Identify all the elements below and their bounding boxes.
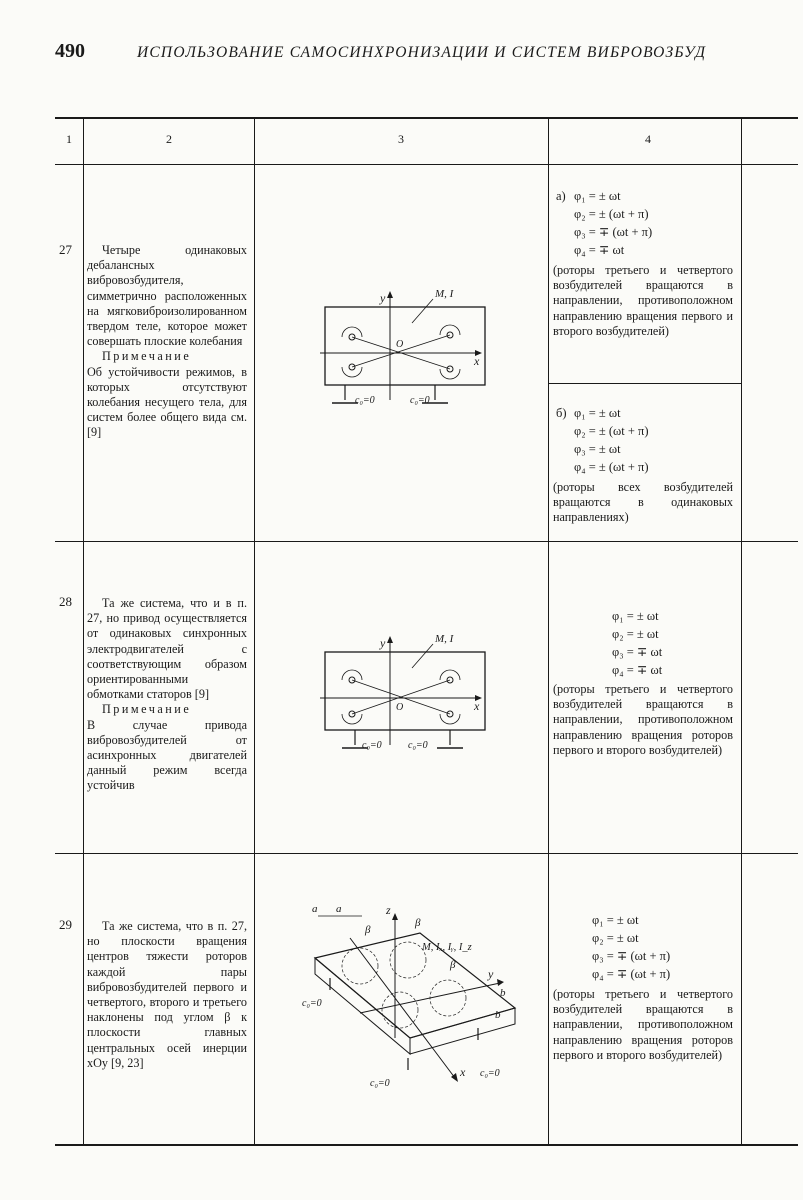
phi-arc-2 xyxy=(342,714,362,724)
stiffness-right-label: c₀=0 xyxy=(480,1068,500,1079)
column-rule-4 xyxy=(741,117,742,1145)
phi-arc-2 xyxy=(342,367,362,377)
beta-label-1: β xyxy=(365,924,371,936)
mass-inertia-label: M, I xyxy=(435,288,454,300)
a-label-1: a xyxy=(312,903,318,915)
row-27-a-formula-2: φ₂ = ± (ωt + π) xyxy=(574,207,649,221)
rigid-body xyxy=(325,652,485,730)
row-29-description xyxy=(87,919,247,1071)
row-28-formula-3: φ₃ = ∓ ωt xyxy=(612,645,663,659)
y-label: y xyxy=(380,291,386,305)
x-axis xyxy=(350,938,455,1078)
row-28-note: (роторы третьего и четвертого возбудителей вращаются в направлении, противоположном направлению вращения роторов первого и второго возбудителей) xyxy=(553,682,733,757)
z-label: z xyxy=(386,903,391,917)
row-29-formula-4: φ₄ = ∓ (ωt + π) xyxy=(592,967,671,981)
row-28-note-title: Примечание xyxy=(102,702,192,717)
rotor-circle-3 xyxy=(382,992,418,1028)
column-header-4: 4 xyxy=(645,132,651,146)
beta-label-2: β xyxy=(415,917,421,929)
row-27-a-formula-3: φ₃ = ∓ (ωt + π) xyxy=(574,225,653,239)
mi-leader xyxy=(412,299,433,323)
a-label-2: a xyxy=(336,903,342,915)
beta-label-3: β xyxy=(450,959,456,971)
row-28-description xyxy=(87,596,247,794)
plate-top xyxy=(315,933,515,1038)
origin-label: O xyxy=(396,339,404,350)
y-axis-arrow xyxy=(387,291,393,298)
row-number-27: 27 xyxy=(59,242,72,257)
row-number-29: 29 xyxy=(59,917,72,932)
row-29-note: (роторы третьего и четвертого возбудителей вращаются в направлении, противоположном направлению вращения роторов первого и второго возбудителей) xyxy=(553,987,733,1062)
plate-front xyxy=(315,958,410,1054)
row-29-formula-2: φ₂ = ± ωt xyxy=(592,931,639,945)
row-27-b-formula-2: φ₂ = ± (ωt + π) xyxy=(574,424,649,438)
table-top-rule xyxy=(55,117,798,119)
row-28-formula-1: φ₁ = ± ωt xyxy=(612,609,659,623)
stiffness-bottom-label: c₀=0 xyxy=(370,1078,390,1088)
row-28-formula-4: φ₄ = ∓ ωt xyxy=(612,663,663,677)
phi-arc-3 xyxy=(440,325,460,335)
row-29-description-text: Та же система, что в п. 27, но плоскости вращения центров тяжести роторов каждой пары вибровозбудителей первого и четвертого, второго и третьего наклонены под углом β к плоскости главных центральных осей инерции xOy [9, 23] xyxy=(87,919,247,1070)
row-27-b-note: (роторы всех возбудителей вращаются в одинаковых направлениях) xyxy=(553,480,733,525)
column-header-3: 3 xyxy=(398,132,404,146)
header-bottom-rule xyxy=(55,164,798,165)
variant-divider xyxy=(548,383,741,384)
page-number: 490 xyxy=(55,40,85,62)
stiffness-left-label: c₀=0 xyxy=(302,998,322,1009)
row-29-formula-1: φ₁ = ± ωt xyxy=(592,913,639,927)
y-label: y xyxy=(380,636,386,650)
column-rule-3 xyxy=(548,117,549,1145)
row-27-b-formula-1: φ₁ = ± ωt xyxy=(574,406,621,420)
row-divider-27-28 xyxy=(55,541,798,542)
row-27-b-formula-3: φ₃ = ± ωt xyxy=(574,442,621,456)
column-header-2: 2 xyxy=(166,132,172,146)
row-divider-28-29 xyxy=(55,853,798,854)
phi-arc-1 xyxy=(342,327,362,337)
z-axis-arrow xyxy=(392,913,398,920)
x-label: x xyxy=(474,699,480,713)
rotor-circle-1 xyxy=(342,948,378,984)
mass-inertia-label: M, Iₓ, Iᵧ, I_z xyxy=(422,942,472,953)
row-27-note-text: Об устойчивости режимов, в которых отсутствуют колебания несущего тела, для систем более общего вида см. [9] xyxy=(87,364,247,440)
phi-arc-4 xyxy=(440,714,460,724)
row-28-formula-2: φ₂ = ± ωt xyxy=(612,627,659,641)
mi-leader xyxy=(412,644,433,668)
running-head: ИСПОЛЬЗОВАНИЕ САМОСИНХРОНИЗАЦИИ И СИСТЕМ ВИБРОВОЗБУД xyxy=(137,44,707,61)
row-27-note-title: Примечание xyxy=(102,349,192,364)
row-28-description-text: Та же система, что и в п. 27, но привод осуществляется от одинаковых синхронных электродвигателей с соответствующим образом ориентированными обмотками статоров [9] xyxy=(87,596,247,702)
y-label: y xyxy=(488,967,494,981)
stiffness-left-label: c₀=0 xyxy=(355,395,375,406)
row-27-a-formula-4: φ₄ = ∓ ωt xyxy=(574,243,625,257)
mass-inertia-label: M, I xyxy=(435,633,454,645)
stiffness-left-label: c₀=0 xyxy=(362,740,382,751)
row-number-28: 28 xyxy=(59,594,72,609)
origin-label: O xyxy=(396,702,404,713)
row-27-b-formula-4: φ₄ = ± (ωt + π) xyxy=(574,460,649,474)
column-rule-1 xyxy=(83,117,84,1145)
row-27-description xyxy=(87,243,247,441)
row-28-diagram xyxy=(300,630,510,780)
stiffness-right-label: c₀=0 xyxy=(408,740,428,751)
row-27-a-formula-1: φ₁ = ± ωt xyxy=(574,189,621,203)
x-label: x xyxy=(474,354,480,368)
table-bottom-rule xyxy=(55,1144,798,1146)
row-29-formula-3: φ₃ = ∓ (ωt + π) xyxy=(592,949,671,963)
row-27-variant-a-label: а) xyxy=(556,189,566,203)
phi-arc-3 xyxy=(440,670,460,680)
row-27-a-note: (роторы третьего и четвертого возбудителей вращаются в направлении, противоположном направлению вращения первого и второго возбудителей) xyxy=(553,263,733,338)
b-label-1: b xyxy=(500,987,506,999)
stiffness-right-label: c₀=0 xyxy=(410,395,430,406)
rigid-body xyxy=(325,307,485,385)
column-header-1: 1 xyxy=(66,132,72,146)
row-28-note-text: В случае привода вибровозбудителей от асинхронных двигателей данный режим всегда устойчив xyxy=(87,717,247,793)
y-axis-arrow xyxy=(387,636,393,643)
phi-arc-1 xyxy=(342,670,362,680)
rotor-circle-4 xyxy=(430,980,466,1016)
phi-arc-4 xyxy=(440,369,460,379)
x-label: x xyxy=(460,1065,466,1079)
b-label-2: b xyxy=(495,1009,501,1021)
row-29-diagram xyxy=(290,898,530,1088)
row-27-diagram xyxy=(300,285,510,435)
column-rule-2 xyxy=(254,117,255,1145)
row-27-description-text: Четыре одинаковых дебалансных вибровозбудителя, симметрично расположенных на мягковиброизолированном твердом теле, которое может совершать плоские колебания xyxy=(87,243,247,349)
y-axis-arrow xyxy=(497,979,504,986)
row-27-variant-b-label: б) xyxy=(556,406,567,420)
